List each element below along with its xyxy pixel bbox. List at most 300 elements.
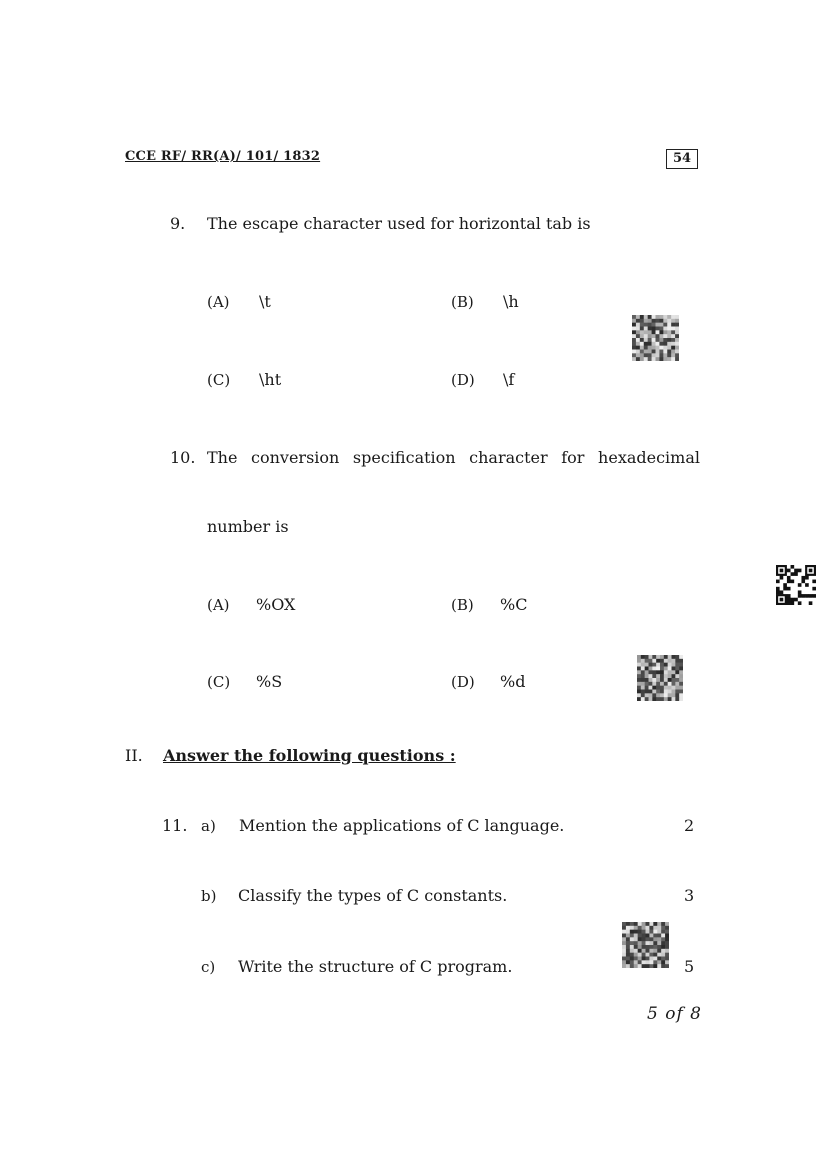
qr-module (794, 601, 798, 605)
qr-module (679, 693, 683, 697)
q11-part-a-marks: 2 (684, 816, 695, 835)
q11-part-a-text: Mention the applications of C language. (239, 816, 565, 835)
qr-module (672, 674, 676, 678)
qr-module (660, 667, 664, 671)
qr-module (665, 934, 669, 938)
qr-module (645, 678, 649, 682)
qr-module (626, 926, 630, 930)
qr-module (649, 964, 653, 968)
qr-module (656, 667, 660, 671)
qr-module (671, 353, 675, 357)
qr-module (636, 342, 640, 346)
qr-module (805, 580, 809, 584)
q11-part-b-label: b) (201, 887, 217, 905)
qr-module (787, 594, 791, 598)
qr-module (646, 941, 650, 945)
qr-module (656, 323, 660, 327)
qr-module (644, 342, 648, 346)
qr-module (653, 960, 657, 964)
qr-module (641, 678, 645, 682)
qr-module (659, 350, 663, 354)
qr-module (642, 934, 646, 938)
qr-module (636, 350, 640, 354)
qr-module (672, 697, 676, 701)
qr-module (667, 327, 671, 331)
qr-module (675, 697, 679, 701)
qr-module (668, 663, 672, 667)
qr-module (664, 670, 668, 674)
qr-module (675, 655, 679, 659)
q11-part-c-text: Write the structure of C program. (238, 957, 513, 976)
qr-module (637, 690, 641, 694)
qr-module (657, 934, 661, 938)
qr-module (649, 693, 653, 697)
qr-module (652, 346, 656, 350)
qr-module (646, 953, 650, 957)
qr-module (656, 693, 660, 697)
qr-module (664, 686, 668, 690)
qr-module (663, 342, 667, 346)
qr-module (645, 690, 649, 694)
qr-module (661, 964, 665, 968)
qr-module (661, 949, 665, 953)
qr-module (675, 338, 679, 342)
qr-module (659, 319, 663, 323)
qr-module (642, 957, 646, 961)
qr-module (798, 580, 802, 584)
qr-module (646, 922, 650, 926)
qr-module (791, 580, 795, 584)
qr-module (637, 655, 641, 659)
qr-module (630, 930, 634, 934)
qr-module (675, 330, 679, 334)
qr-module (622, 934, 626, 938)
qr-module (805, 601, 809, 605)
qr-module (630, 934, 634, 938)
qr-module (646, 949, 650, 953)
qr-module (664, 667, 668, 671)
qr-module (659, 323, 663, 327)
qr-module (656, 678, 660, 682)
qr-module (663, 330, 667, 334)
qr-module (634, 960, 638, 964)
qr-module (668, 674, 672, 678)
qr-module (668, 659, 672, 663)
qr-module (671, 319, 675, 323)
qr-module (798, 594, 802, 598)
qr-module (679, 663, 683, 667)
qr-module (672, 693, 676, 697)
q11-part-b-text: Classify the types of C constants. (238, 886, 508, 905)
qr-module (622, 953, 626, 957)
qr-module (652, 659, 656, 663)
qr-module (645, 667, 649, 671)
qr-module (659, 346, 663, 350)
qr-module (794, 590, 798, 594)
qr-module (798, 583, 802, 587)
qr-module (637, 693, 641, 697)
qr-module (641, 655, 645, 659)
qr-module (663, 346, 667, 350)
qr-module (798, 590, 802, 594)
qr-module (656, 697, 660, 701)
qr-module (798, 565, 802, 569)
qr-module (660, 686, 664, 690)
qr-module (671, 350, 675, 354)
qr-module (641, 674, 645, 678)
qr-module (783, 590, 787, 594)
qr-module (622, 937, 626, 941)
qr-module (794, 572, 798, 576)
qr-module (652, 357, 656, 361)
qr-module (798, 576, 802, 580)
qr-module (798, 572, 802, 576)
q10-option-d-value: %d (500, 672, 526, 691)
qr-module (671, 315, 675, 319)
qr-module (649, 655, 653, 659)
qr-module (626, 957, 630, 961)
q10-option-c-value: %S (256, 672, 283, 691)
section-title: Answer the following questions : (163, 746, 456, 765)
qr-module (637, 697, 641, 701)
qr-module (809, 583, 813, 587)
qr-module (634, 953, 638, 957)
q9-option-b-value: \h (503, 292, 519, 311)
qr-module (632, 357, 636, 361)
qr-module (672, 678, 676, 682)
qr-module (642, 949, 646, 953)
qr-module (657, 926, 661, 930)
qr-module (656, 327, 660, 331)
qr-module (671, 334, 675, 338)
qr-module (656, 674, 660, 678)
qr-module (679, 670, 683, 674)
qr-module (805, 587, 809, 591)
qr-module (656, 319, 660, 323)
q10-option-d-label: (D) (451, 673, 475, 691)
qr-module (659, 342, 663, 346)
qr-module (667, 346, 671, 350)
qr-module (634, 934, 638, 938)
qr-module (632, 315, 636, 319)
qr-module (644, 323, 648, 327)
qr-module (640, 350, 644, 354)
qr-module (644, 327, 648, 331)
qr-module (794, 569, 798, 573)
qr-module (646, 960, 650, 964)
qr-module (664, 682, 668, 686)
qr-module (665, 960, 669, 964)
qr-module (649, 949, 653, 953)
qr-module (640, 315, 644, 319)
qr-module (640, 334, 644, 338)
qr-module (660, 659, 664, 663)
qr-module (632, 327, 636, 331)
qr-module (644, 330, 648, 334)
qr-module (648, 319, 652, 323)
qr-module (652, 319, 656, 323)
qr-module (801, 590, 805, 594)
qr-module (661, 937, 665, 941)
qr-module (634, 964, 638, 968)
qr-module (644, 353, 648, 357)
qr-module (640, 342, 644, 346)
qr-module (809, 576, 813, 580)
qr-module (663, 338, 667, 342)
qr-module (636, 334, 640, 338)
question-9-number: 9. (170, 214, 186, 233)
qr-module (649, 663, 653, 667)
qr-module (656, 346, 660, 350)
q9-option-b-label: (B) (451, 293, 474, 311)
qr-module (646, 934, 650, 938)
qr-module (675, 327, 679, 331)
qr-module (659, 315, 663, 319)
qr-module (636, 327, 640, 331)
qr-module (640, 357, 644, 361)
qr-module (638, 945, 642, 949)
qr-module (801, 576, 805, 580)
qr-module (648, 323, 652, 327)
qr-module (776, 576, 780, 580)
qr-module (679, 659, 683, 663)
qr-module (665, 941, 669, 945)
qr-module (679, 667, 683, 671)
qr-module (787, 590, 791, 594)
qr-module (644, 338, 648, 342)
qr-module (637, 686, 641, 690)
qr-module (675, 678, 679, 682)
qr-module (632, 342, 636, 346)
qr-module (801, 565, 805, 569)
q10-option-c-label: (C) (207, 673, 231, 691)
qr-module (663, 334, 667, 338)
qr-module (648, 342, 652, 346)
qr-module (812, 590, 816, 594)
qr-module (649, 670, 653, 674)
qr-module (644, 346, 648, 350)
qr-module (632, 334, 636, 338)
qr-module (672, 655, 676, 659)
qr-module (653, 945, 657, 949)
qr-module (675, 690, 679, 694)
qr-module (648, 338, 652, 342)
qr-module (801, 587, 805, 591)
qr-module (657, 937, 661, 941)
qr-module (664, 655, 668, 659)
qr-module (679, 678, 683, 682)
qr-module (640, 330, 644, 334)
qr-module (653, 949, 657, 953)
qr-module (622, 930, 626, 934)
qr-module (791, 594, 795, 598)
qr-module (801, 601, 805, 605)
q9-option-d-value: \f (503, 370, 515, 389)
qr-module (640, 327, 644, 331)
question-10-number: 10. (170, 448, 196, 467)
qr-module (637, 667, 641, 671)
qr-module (671, 338, 675, 342)
qr-module (630, 953, 634, 957)
qr-module (801, 569, 805, 573)
qr-module (672, 667, 676, 671)
qr-module (668, 655, 672, 659)
qr-module (634, 930, 638, 934)
section-numeral: II. (125, 746, 143, 765)
qr-module (656, 315, 660, 319)
qr-module (648, 334, 652, 338)
qr-module (642, 941, 646, 945)
qr-module (652, 678, 656, 682)
qr-module (787, 580, 791, 584)
q9-option-a-label: (A) (207, 293, 230, 311)
qr-module (791, 601, 795, 605)
qr-module (640, 346, 644, 350)
qr-module (652, 330, 656, 334)
qr-module (660, 670, 664, 674)
qr-module (776, 580, 780, 584)
qr-module (661, 934, 665, 938)
q10-option-b-value: %C (500, 595, 528, 614)
qr-module (653, 934, 657, 938)
qr-module (652, 353, 656, 357)
qr-module (657, 945, 661, 949)
qr-module (668, 693, 672, 697)
qr-finder-core (780, 569, 784, 573)
qr-module (780, 576, 784, 580)
qr-module (640, 319, 644, 323)
qr-module (798, 569, 802, 573)
qr-module (660, 693, 664, 697)
qr-module (652, 670, 656, 674)
qr-module (798, 587, 802, 591)
qr-module (663, 315, 667, 319)
qr-module (668, 670, 672, 674)
qr-module (672, 663, 676, 667)
qr-module (675, 663, 679, 667)
qr-module (787, 598, 791, 602)
qr-module (672, 682, 676, 686)
qr-module (661, 945, 665, 949)
qr-module (791, 590, 795, 594)
qr-module (656, 690, 660, 694)
qr-module (668, 667, 672, 671)
qr-module (645, 674, 649, 678)
qr-module (638, 926, 642, 930)
qr-module (632, 350, 636, 354)
qr-module (649, 674, 653, 678)
qr-module (671, 327, 675, 331)
qr-module (812, 587, 816, 591)
qr-module (660, 697, 664, 701)
qr-module (649, 926, 653, 930)
qr-module (794, 580, 798, 584)
qr-module (649, 930, 653, 934)
qr-module (659, 327, 663, 331)
question-11-number: 11. (162, 816, 188, 835)
qr-module (626, 934, 630, 938)
qr-module (667, 315, 671, 319)
qr-module (679, 655, 683, 659)
qr-module (640, 353, 644, 357)
qr-module (644, 315, 648, 319)
qr-module (657, 960, 661, 964)
qr-module (675, 674, 679, 678)
qr-module (648, 350, 652, 354)
qr-module (634, 922, 638, 926)
q10-option-a-label: (A) (207, 596, 230, 614)
qr-module (637, 682, 641, 686)
qr-module (632, 323, 636, 327)
question-10-text-line1: The conversion specification character for hexadecimal (207, 448, 700, 467)
qr-module (641, 682, 645, 686)
qr-module (780, 587, 784, 591)
qr-module (642, 953, 646, 957)
qr-module (801, 572, 805, 576)
qr-module (653, 953, 657, 957)
qr-module (641, 667, 645, 671)
qr-module (626, 960, 630, 964)
qr-module (663, 350, 667, 354)
qr-module (652, 667, 656, 671)
qr-module (791, 565, 795, 569)
qr-module (664, 690, 668, 694)
qr-module (675, 659, 679, 663)
qr-module (679, 674, 683, 678)
qr-module (646, 926, 650, 930)
qr-module (649, 686, 653, 690)
qr-module (642, 926, 646, 930)
qr-module (671, 342, 675, 346)
qr-module (668, 686, 672, 690)
qr-module (645, 659, 649, 663)
qr-module (668, 678, 672, 682)
qr-module (646, 945, 650, 949)
qr-module (630, 964, 634, 968)
qr-module (636, 323, 640, 327)
qr-module (664, 678, 668, 682)
qr-module (649, 667, 653, 671)
qr-module (641, 697, 645, 701)
qr-module (634, 926, 638, 930)
qr-module (663, 319, 667, 323)
qr-module (653, 926, 657, 930)
qr-module (642, 937, 646, 941)
qr-module (657, 953, 661, 957)
qr-module (657, 964, 661, 968)
qr-module (667, 323, 671, 327)
qr-module (656, 659, 660, 663)
qr-module (646, 957, 650, 961)
qr-module (644, 334, 648, 338)
qr-module (634, 941, 638, 945)
q10-option-a-value: %OX (256, 595, 296, 614)
qr-module (646, 937, 650, 941)
qr-module (675, 682, 679, 686)
qr-module (809, 580, 813, 584)
qr-module (641, 690, 645, 694)
qr-module (664, 674, 668, 678)
q11-part-a-label: a) (201, 817, 216, 835)
qr-module (663, 353, 667, 357)
qr-module (636, 346, 640, 350)
qr-module (791, 583, 795, 587)
qr-module (626, 922, 630, 926)
qr-module (657, 922, 661, 926)
qr-module (652, 327, 656, 331)
qr-module (791, 569, 795, 573)
qr-module (641, 686, 645, 690)
